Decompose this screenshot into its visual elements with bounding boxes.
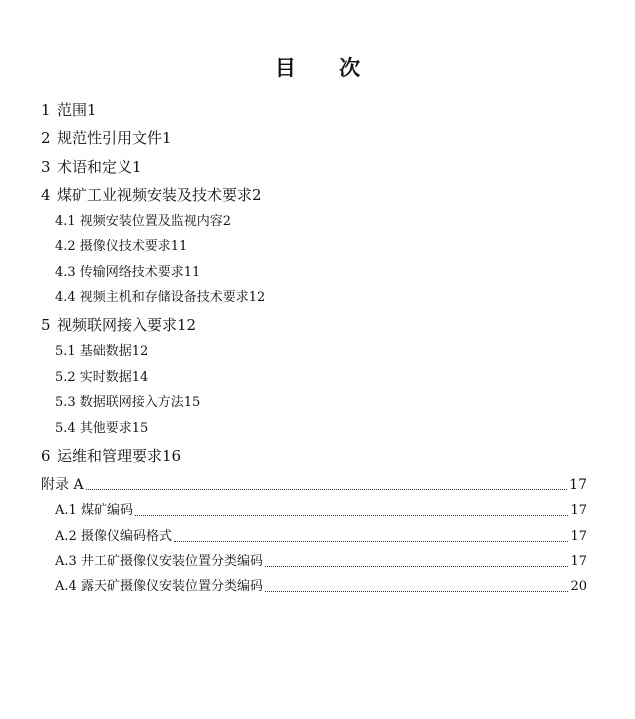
toc-page: 11 [170,239,188,254]
toc-number: A.2 [55,529,77,544]
toc-label: 煤矿编码 [80,503,133,518]
toc-page: 17 [570,554,587,569]
toc-page: 14 [131,370,149,385]
toc-number: 1 [41,101,51,119]
toc-label: 摄像仪技术要求 [79,239,171,254]
toc-page: 15 [131,421,149,436]
toc-page: 12 [248,290,266,305]
toc-page: 12 [177,316,197,334]
toc-entry-5-4[interactable] [55,419,148,439]
toc-entry-6[interactable] [41,446,181,466]
page-title: 目 次 [274,55,379,80]
toc-label: 其他要求 [79,421,132,436]
toc-page: 1 [87,101,97,119]
toc-page: 17 [570,529,587,544]
toc-label: 术语和定义 [57,158,133,176]
dot-leader [265,566,569,567]
toc-number: 5.3 [55,395,76,410]
toc-page: 15 [183,395,201,410]
toc-number: 4.1 [55,214,76,229]
toc-entry-5-2[interactable] [55,368,148,388]
toc-label: 数据联网接入方法 [79,395,184,410]
toc-label: 视频联网接入要求 [57,316,178,334]
toc-number: 2 [41,129,51,147]
toc-entry-a-4[interactable] [55,577,587,597]
toc-label: 实时数据 [79,370,132,385]
toc-label: 传输网络技术要求 [79,265,184,280]
toc-label: 视频主机和存储设备技术要求 [79,290,249,305]
toc-number: A.1 [55,503,77,518]
toc-page: 1 [162,129,172,147]
toc-number: 5.1 [55,344,76,359]
toc-entry-a-3[interactable] [55,552,587,572]
toc-entry-appendix-a[interactable] [41,475,587,495]
toc-entry-4-3[interactable] [55,263,200,283]
toc-number: 4.4 [55,290,76,305]
toc-label: 范围 [57,101,88,119]
toc-entry-4[interactable] [41,185,262,205]
toc-label: 露天矿摄像仪安装位置分类编码 [80,579,263,594]
toc-label: 视频安装位置及监视内容 [79,214,223,229]
toc-number: 4 [41,186,51,204]
dot-leader [86,489,568,490]
dot-leader [135,515,569,516]
toc-number: A.4 [55,579,77,594]
toc-label: 摄像仪编码格式 [80,529,172,544]
toc-entry-4-1[interactable] [55,212,231,232]
toc-page: 1 [132,158,142,176]
toc-number: 5 [41,316,51,334]
toc-label: 井工矿摄像仪安装位置分类编码 [80,554,263,569]
toc-number: A.3 [55,554,77,569]
toc-label: 煤矿工业视频安装及技术要求 [57,186,253,204]
toc-entry-4-2[interactable] [55,237,187,257]
toc-label: 附录 A [41,477,84,493]
dot-leader [174,541,569,542]
toc-entry-5[interactable] [41,315,196,335]
toc-page: 20 [570,579,587,594]
toc-entry-1[interactable] [41,100,97,120]
toc-number: 6 [41,447,51,465]
toc-entry-2[interactable] [41,128,172,148]
toc-number: 4.2 [55,239,76,254]
toc-page: 2 [222,214,231,229]
toc-entry-a-2[interactable] [55,527,587,547]
toc-page: 12 [131,344,149,359]
toc-page: 17 [570,503,587,518]
toc-page: 16 [162,447,182,465]
toc-number: 4.3 [55,265,76,280]
toc-entry-a-1[interactable] [55,501,587,521]
toc-entry-5-3[interactable] [55,393,200,413]
dot-leader [265,591,569,592]
toc-page: 2 [252,186,262,204]
toc-label: 规范性引用文件 [57,129,163,147]
toc-entry-3[interactable] [41,157,142,177]
toc-page: 11 [183,265,201,280]
toc-number: 5.4 [55,421,76,436]
toc-number: 5.2 [55,370,76,385]
toc-entry-5-1[interactable] [55,342,148,362]
toc-page: 17 [569,477,587,493]
toc-label: 运维和管理要求 [57,447,163,465]
toc-number: 3 [41,158,51,176]
toc-label: 基础数据 [79,344,132,359]
toc-entry-4-4[interactable] [55,288,265,308]
